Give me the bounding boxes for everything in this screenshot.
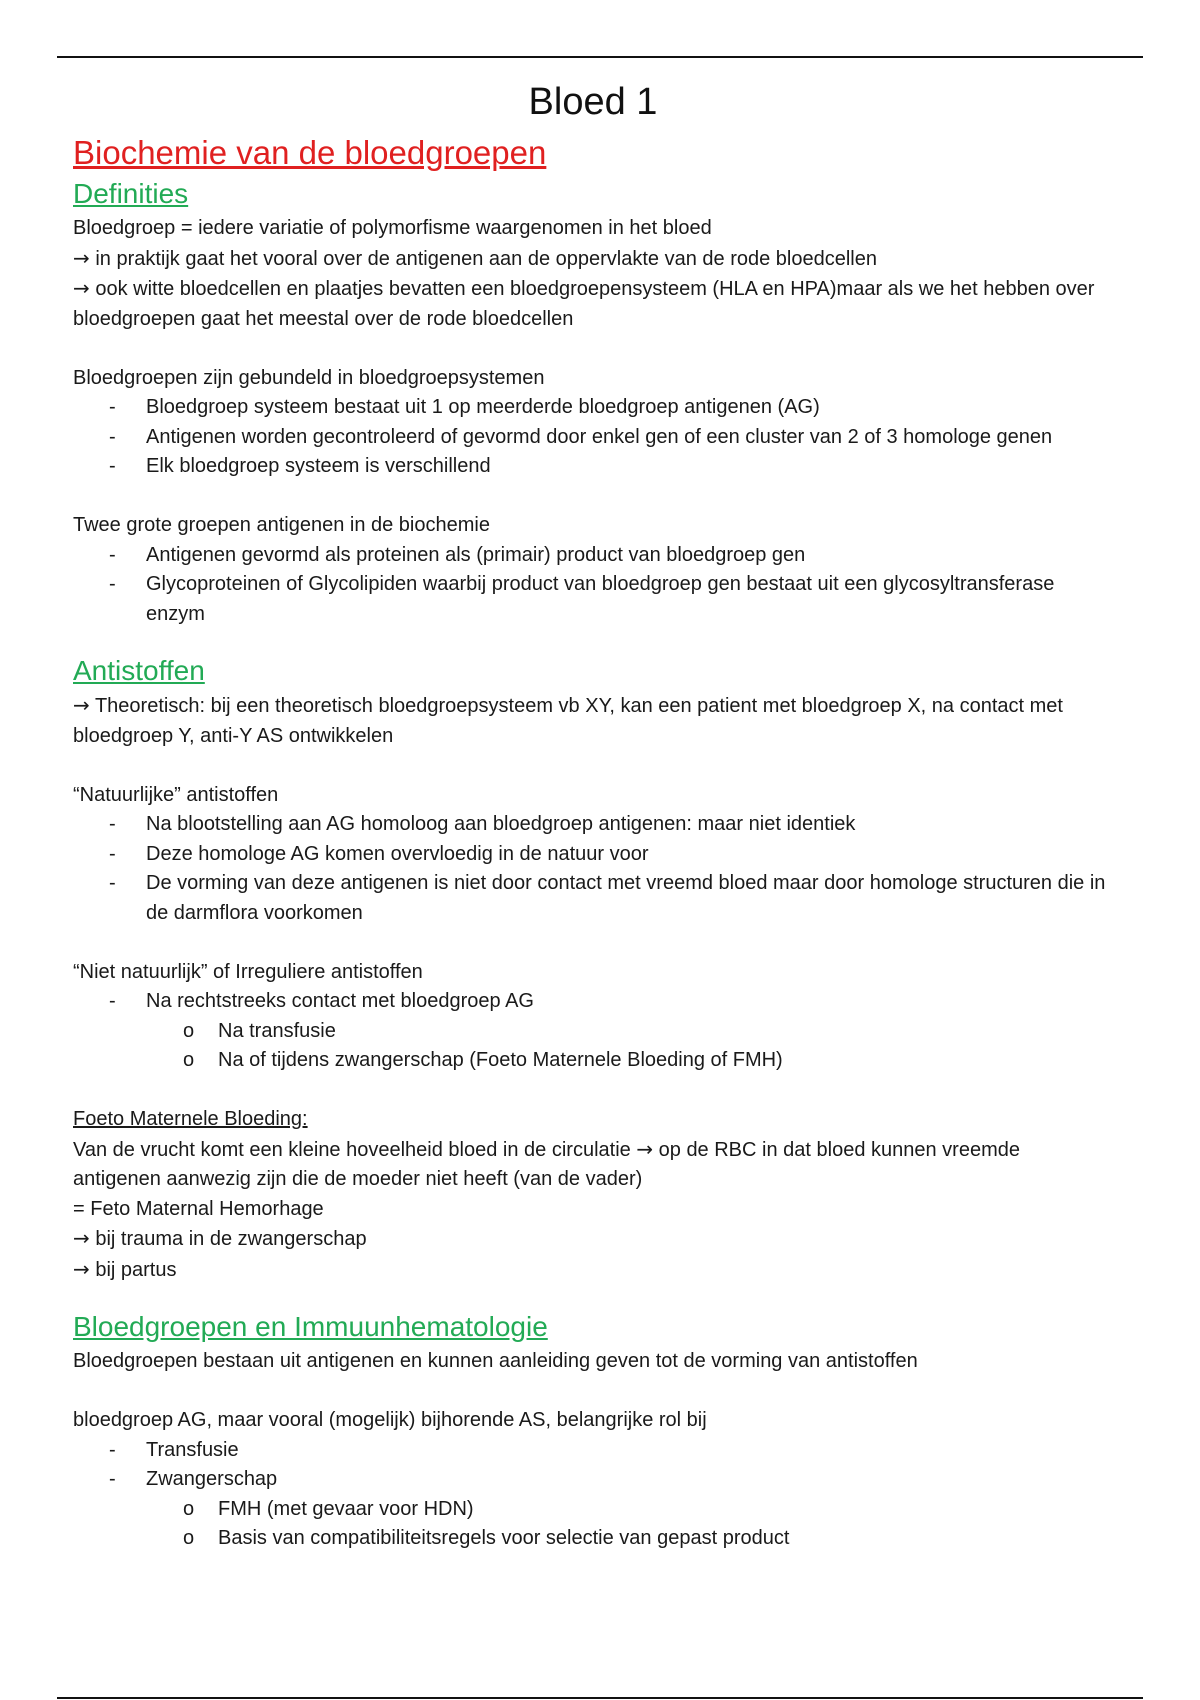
- paragraph: “Natuurlijke” antistoffen: [73, 783, 279, 806]
- definition-line: Bloedgroep = iedere variatie of polymorfisme waargenomen in het bloed: [73, 217, 712, 239]
- sub-list-item: o Na transfusie: [73, 1017, 1113, 1047]
- list-item: - Elk bloedgroep systeem is verschillend: [73, 452, 1113, 482]
- list-item: - Transfusie: [73, 1436, 1113, 1466]
- paragraph: Van de vrucht komt een kleine hoveelheid bloed in de circulatie → op de RBC in dat bloed kunnen vreemde antigenen aanwezig zijn die de moeder niet heeft (van de vader): [73, 1136, 1020, 1190]
- list-item: - Glycoproteinen of Glycolipiden waarbij product van bloedgroep gen bestaat uit een glycosyltransferase enzym: [73, 570, 1113, 629]
- subheading-antistoffen: Antistoffen: [73, 655, 205, 686]
- sub-bullet-list: [73, 1017, 1113, 1076]
- bullet-list: [73, 810, 1113, 928]
- arrow-icon: →: [73, 245, 90, 270]
- list-item: - Antigenen gevormd als proteinen als (primair) product van bloedgroep gen: [73, 541, 1113, 571]
- sub-list-item: o FMH (met gevaar voor HDN): [73, 1495, 1113, 1525]
- sub-list-item: o Basis van compatibiliteitsregels voor selectie van gepast product: [73, 1524, 1113, 1554]
- arrow-icon: →: [73, 693, 90, 717]
- bullet-list: [73, 541, 1113, 630]
- bottom-rule: [57, 1697, 1143, 1699]
- list-item: - Bloedgroep systeem bestaat uit 1 op meerderde bloedgroep antigenen (AG): [73, 393, 1113, 423]
- arrow-line: → bij partus: [73, 1256, 177, 1281]
- section-heading: Biochemie van de bloedgroepen: [73, 134, 547, 171]
- paragraph: = Feto Maternal Hemorhage: [73, 1197, 324, 1220]
- bullet-list: [73, 393, 1113, 482]
- page-title: Bloed 1: [528, 81, 658, 123]
- bullet-list: [73, 987, 1113, 1017]
- arrow-icon: →: [636, 1136, 654, 1161]
- subheading-immuunhematologie: Bloedgroepen en Immuunhematologie: [73, 1311, 548, 1342]
- fmh-heading: Foeto Maternele Bloeding:: [73, 1108, 308, 1130]
- list-item: - Deze homologe AG komen overvloedig in de natuur voor: [73, 840, 1113, 870]
- sub-list-item: o Na of tijdens zwangerschap (Foeto Maternele Bloeding of FMH): [73, 1046, 1113, 1076]
- document-page: [73, 76, 1113, 1554]
- subheading-definities: Definities: [73, 178, 189, 209]
- list-item: - Antigenen worden gecontroleerd of gevormd door enkel gen of een cluster van 2 of 3 homologe genen: [73, 423, 1113, 453]
- list-item: - Zwangerschap: [73, 1465, 1113, 1495]
- arrow-line: → in praktijk gaat het vooral over de antigenen aan de oppervlakte van de rode bloedcellen: [73, 245, 877, 270]
- arrow-icon: →: [73, 1256, 90, 1281]
- arrow-line: → Theoretisch: bij een theoretisch bloedgroepsysteem vb XY, kan een patient met bloedgroep X, na contact met bloedgroep Y, anti-Y AS ontwikkelen: [73, 693, 1063, 747]
- list-item: - Na blootstelling aan AG homoloog aan bloedgroep antigenen: maar niet identiek: [73, 810, 1113, 840]
- arrow-line: → bij trauma in de zwangerschap: [73, 1226, 367, 1250]
- top-rule: [57, 56, 1143, 58]
- arrow-line: → ook witte bloedcellen en plaatjes bevatten een bloedgroepensysteem (HLA en HPA)maar als we het hebben over bloedgroepen gaat het meestal over de rode bloedcellen: [73, 276, 1095, 330]
- list-item: - Na rechtstreeks contact met bloedgroep AG: [73, 987, 1113, 1017]
- paragraph: bloedgroep AG, maar vooral (mogelijk) bijhorende AS, belangrijke rol bij: [73, 1409, 707, 1431]
- paragraph: Bloedgroepen bestaan uit antigenen en kunnen aanleiding geven tot de vorming van antistoffen: [73, 1350, 918, 1372]
- paragraph: Bloedgroepen zijn gebundeld in bloedgroepsystemen: [73, 366, 545, 389]
- bullet-list: [73, 1436, 1113, 1495]
- paragraph: Twee grote groepen antigenen in de biochemie: [73, 514, 490, 536]
- sub-bullet-list: [73, 1495, 1113, 1554]
- arrow-icon: →: [73, 1226, 90, 1250]
- list-item: - De vorming van deze antigenen is niet door contact met vreemd bloed maar door homologe structuren die in de darmflora voorkomen: [73, 869, 1113, 928]
- arrow-icon: →: [73, 276, 90, 300]
- paragraph: “Niet natuurlijk” of Irreguliere antistoffen: [73, 960, 423, 983]
